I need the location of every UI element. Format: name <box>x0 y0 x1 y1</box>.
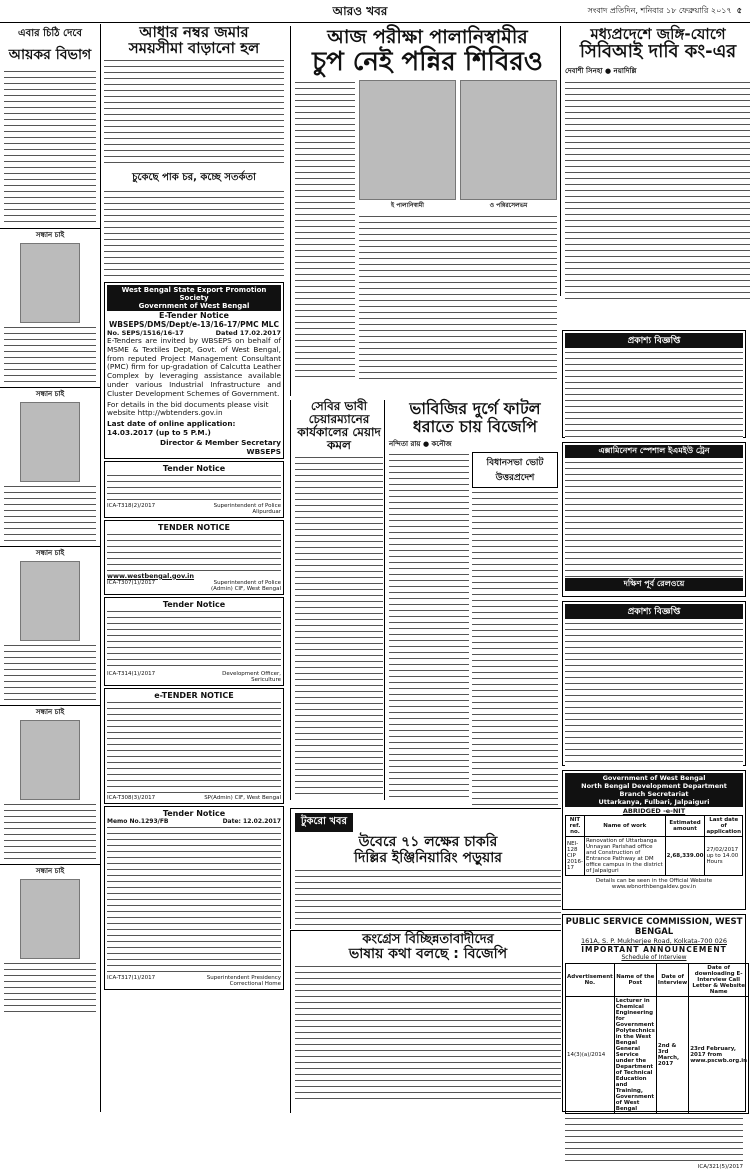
person-photo <box>20 720 80 800</box>
aadhaar-headline: আধার নম্বর জমার সময়সীমা বাড়ানো হল <box>128 23 260 57</box>
obit-block-2 <box>0 387 100 544</box>
bjp-story <box>384 400 561 800</box>
tender-text <box>107 473 281 503</box>
missing-label: সন্ধান চাই <box>35 390 65 398</box>
psc-text <box>565 1116 743 1164</box>
nbdd-notice <box>562 770 746 910</box>
missing-label: সন্ধান চাই <box>35 549 65 557</box>
main-text-right <box>359 214 557 384</box>
tender-notice-2: TENDER NOTICE www.westbengal.gov.in ICA-T307(1)/2017 Superintendent of Police (Admin) CIF, West Bengal <box>104 520 284 595</box>
bjp-text-right <box>472 490 558 805</box>
subhead-text <box>104 189 284 279</box>
nbdd-abridged: ABRIDGED -e-NIT <box>622 807 686 815</box>
notice-text <box>4 643 96 703</box>
bjp-byline: নন্দিতা রায় ● কনৌজ <box>389 440 452 448</box>
notice-text <box>4 484 96 544</box>
obit-block-5 <box>0 864 100 1016</box>
person-photo <box>20 402 80 482</box>
tukro-story <box>290 808 561 929</box>
congress-story <box>290 930 561 1113</box>
psc-addr: 161A, S. P. Mukherjee Road, Kolkata-700 026 <box>581 937 727 945</box>
masthead <box>0 0 750 23</box>
tender-text <box>107 532 281 572</box>
tender-column <box>104 24 284 1112</box>
mp-text <box>565 80 750 300</box>
panneerselvam-photo <box>460 80 557 200</box>
psc-table: Advertisement No. Name of the Post Date of Interview Date of downloading E-Interview Call Letter & Website Name 14(3)(a)/2014 Lecturer in Chemical Engineering for Government Polytechnics in the West Bengal General Service under the Department of Technical Education and Training, Government of West Bengal 2nd & 3rd March, 2017 23rd February, 2017 from www.pscwb.org.in <box>567 965 748 1112</box>
obit-block-3 <box>0 546 100 703</box>
aadhaar-subhead: চুকেছে পাক চর, কচ্ছে সতর্কতা <box>132 172 256 183</box>
missing-label: সন্ধান চাই <box>35 708 65 716</box>
wbseps-org: West Bengal State Export Promotion Society Government of West Bengal <box>107 285 281 311</box>
wbseps-sign: Director & Member Secretary WBSEPS <box>160 437 281 456</box>
notice-text <box>4 325 96 385</box>
psc-title: PUBLIC SERVICE COMMISSION, WEST BENGAL <box>565 917 743 937</box>
aadhaar-text <box>104 58 284 168</box>
left-headline: আয়কর বিভাগ <box>8 47 92 63</box>
tukro-label: টুকরো খবর <box>295 813 353 832</box>
left-column <box>0 24 101 1112</box>
wbseps-ref: WBSEPS/DMS/Dept/e-13/16-17/PMC MLC <box>109 320 279 329</box>
page-date: সংবাদ প্রতিদিন, শনিবার ১৮ ফেব্রুয়ারি ২০১৭ ৫ <box>587 6 742 15</box>
tender-text <box>107 825 281 975</box>
nbdd-footer: Details can be seen in the Official Website www.wbnorthbengaldev.gov.in <box>595 878 713 890</box>
psc-announcement: IMPORTANT ANNOUNCEMENT <box>581 945 727 954</box>
psc-notice <box>562 914 748 1170</box>
notice-text <box>565 350 743 438</box>
notice-text <box>565 621 743 766</box>
sebi-story <box>290 400 383 800</box>
wbseps-notice <box>104 282 284 459</box>
congress-headline: কংগ্রেস বিচ্ছিন্নতাবাদীদের ভাষায় কথা বলছে : বিজেপি <box>348 932 508 962</box>
tender-notice-5: Tender Notice Memo No.1293/FB Date: 12.02.2017 ICA-T317(1)/2017 Superintendent Presidency Correctional Home <box>104 806 284 990</box>
sebi-headline: সেবির ভাবী চেয়ারম্যানের কার্যকালের মেয়াদ কমল <box>297 399 381 452</box>
nbdd-table: NIT ref. no. Name of work Estimated amount Last date of application NEI-128 CIP 2016-17 Renovation of Uttarbanga Unnayan Parishad office and Construction of Entrance Pathway at DM office campus in the district of Jalpaiguri 2,68,339.00 27/02/2017 up to 14.00 Hours <box>567 817 741 874</box>
notice-text <box>4 802 96 862</box>
tender-text <box>107 609 281 671</box>
main-headline: আজ পরীক্ষা পালানিস্বামীর চুপ নেই পন্নির শিবিরও <box>312 26 543 77</box>
tender-notice-4: e-TENDER NOTICE ICA-T308(3)/2017 SP(Admin) CIF, West Bengal <box>104 688 284 804</box>
notice-text <box>4 961 96 1016</box>
mp-byline: দেবাশী সিনহা ● নয়াদিল্লি <box>565 67 637 75</box>
tender-text <box>107 700 281 795</box>
wbseps-lastdate: Last date of online application: 14.03.2017 (up to 5 P.M.) <box>107 419 236 437</box>
person-photo <box>20 243 80 323</box>
bjp-text-left <box>389 452 469 802</box>
mp-story <box>560 26 750 296</box>
train-table <box>565 460 743 578</box>
main-text-left <box>295 80 355 380</box>
tender-notice-3: Tender Notice ICA-T314(1)/2017 Development Officer, Sericulture <box>104 597 284 686</box>
section-title: আরও খবর <box>332 4 388 18</box>
congress-text <box>295 964 561 1104</box>
obit-block-4 <box>0 705 100 862</box>
wbseps-no-line: No. SEPS/1516/16-17 Dated 17.02.2017 <box>107 329 281 337</box>
left-kicker: এবার চিঠি দেবে <box>18 28 82 39</box>
obit-block-1 <box>0 228 100 385</box>
wbseps-details: For details in the bid documents please visit website http://wbtenders.gov.in <box>107 399 269 418</box>
palaniswami-photo <box>359 80 456 200</box>
uber-headline: উবেরে ৭১ লক্ষের চাকরি দিল্লির ইঞ্জিনিয়ারিং পড়ুয়ার <box>354 834 502 866</box>
tender-notice-1: Tender Notice ICA-T318(2)/2017 Superintendent of Police Alipurduar <box>104 461 284 518</box>
public-notice-2: প্রকাশ্য বিজ্ঞপ্তি <box>562 601 746 766</box>
nbdd-header: Government of West Bengal North Bengal Development Department Branch Secretariat Uttarkanya, Fulbari, Jalpaiguri <box>565 773 743 807</box>
bjp-headline: ভাবিজির দুর্গে ফাটল ধরাতে চায় বিজেপি <box>409 399 541 436</box>
left-article-text <box>4 69 96 224</box>
person-photo <box>20 561 80 641</box>
uber-text <box>295 868 561 928</box>
missing-label: সন্ধান চাই <box>35 867 65 875</box>
missing-label: সন্ধান চাই <box>35 231 65 239</box>
psc-code: ICA/321(5)/2017 <box>697 1164 743 1170</box>
tender-url[interactable]: www.westbengal.gov.in <box>107 571 195 580</box>
psc-schedule: Schedule of Interview <box>621 954 687 961</box>
public-notice-1: প্রকাশ্য বিজ্ঞপ্তি <box>562 330 746 438</box>
wbseps-title: E-Tender Notice <box>159 311 229 320</box>
special-train-notice: এক্সামিনেশন স্পেশাল ইএমইউ ট্রেন দক্ষিণ পূর্ব রেলওয়ে <box>562 442 746 597</box>
main-story: আজ পরীক্ষা পালানিস্বামীর চুপ নেই পন্নির শিবিরও ই পালানিস্বামী ও পন্নিরসেলভম <box>290 26 560 396</box>
mp-headline: মধ্যপ্রদেশে জঙ্গি-যোগে সিবিআই দাবি কং-এর <box>579 25 737 62</box>
election-box: বিধানসভা ভোট উত্তরপ্রদেশ <box>472 452 558 488</box>
wbseps-body: E-Tenders are invited by WBSEPS on behalf of MSME & Textiles Dept, Govt. of West Bengal, from reputed Project Management Consultant (PMC) firm for up-gradation of Calcutta Leather Complex by leveraging assistance available under various Industrial Infrastructure and Cluster Development Schemes of Government. <box>107 336 281 398</box>
sebi-text <box>295 455 383 795</box>
person-photo <box>20 879 80 959</box>
